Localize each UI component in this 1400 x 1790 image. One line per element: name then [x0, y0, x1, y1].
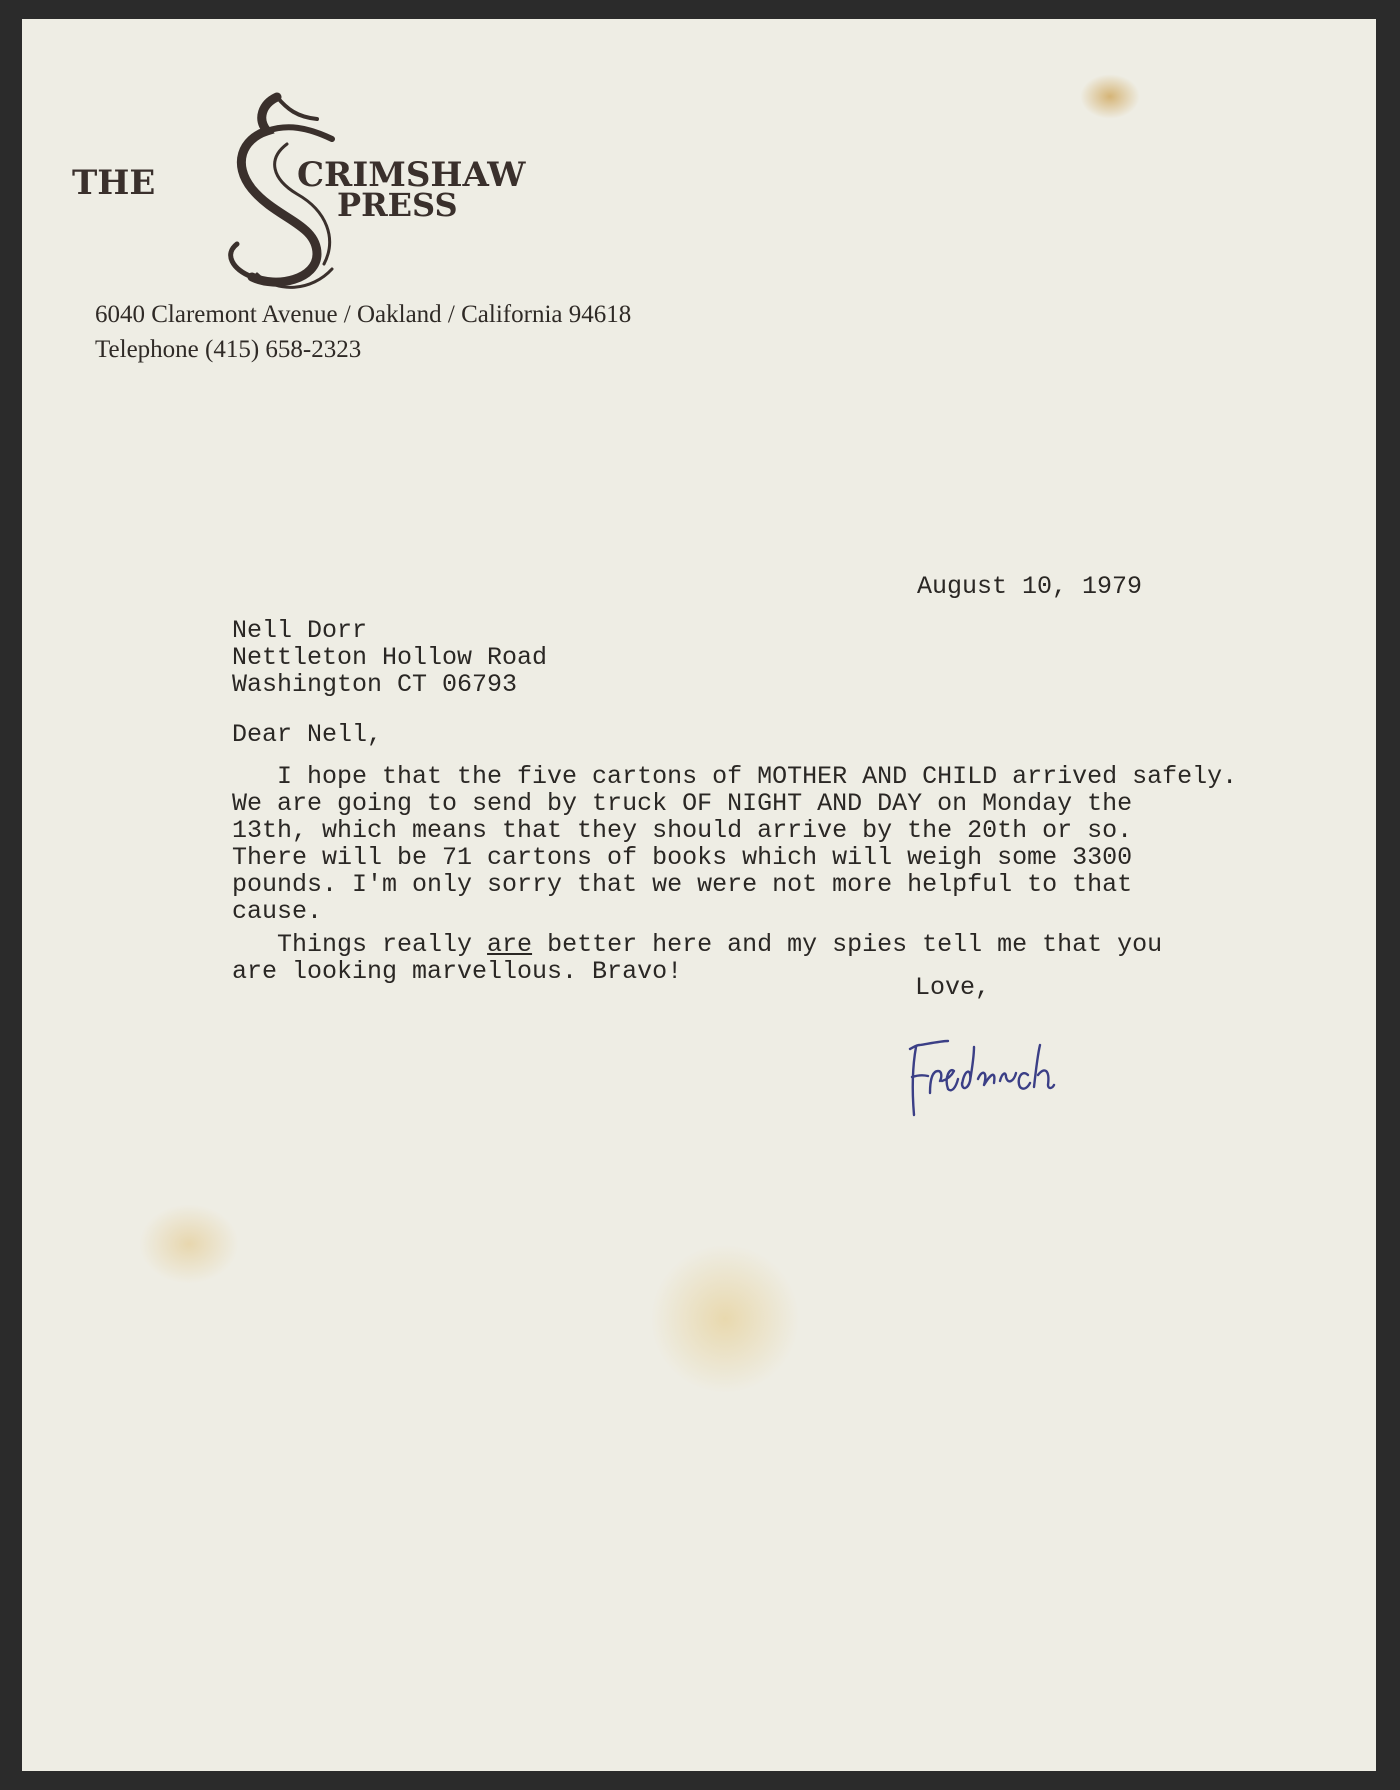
paragraph-line: We are going to send by truck OF NIGHT AND DAY on Monday the: [232, 789, 1133, 818]
letter-page: [22, 19, 1376, 1771]
paragraph-text: Things really: [232, 930, 488, 959]
letter-date: August 10, 1979: [917, 572, 1143, 601]
body-paragraph-2: [232, 931, 1162, 985]
recipient-name: Nell Dorr: [232, 616, 368, 645]
handwritten-signature: [882, 1019, 1082, 1129]
letterhead-address: [95, 297, 631, 367]
body-paragraph-1: [232, 763, 1237, 925]
paragraph-text: better here and my spies tell me that you: [532, 930, 1163, 959]
paragraph-line: are looking marvellous. Bravo!: [232, 957, 683, 986]
recipient-street: Nettleton Hollow Road: [232, 643, 548, 672]
telephone-line: Telephone (415) 658-2323: [95, 336, 362, 363]
recipient-city: Washington CT 06793: [232, 670, 518, 699]
paragraph-line: I hope that the five cartons of MOTHER AND CHILD arrived safely.: [232, 762, 1238, 791]
closing: Love,: [915, 973, 991, 1002]
logo-the: THE: [72, 163, 156, 203]
address-line: 6040 Claremont Avenue / Oakland / California 94618: [95, 301, 632, 328]
paper-stain: [1080, 74, 1140, 119]
salutation: Dear Nell,: [232, 720, 383, 749]
scrimshaw-press-logo: [62, 79, 662, 309]
paragraph-line: [232, 931, 1162, 958]
paragraph-line: cause.: [232, 897, 323, 926]
paper-stain: [650, 1244, 800, 1394]
logo-crimshaw: CRIMSHAW: [297, 155, 526, 195]
paper-stain: [139, 1204, 239, 1284]
logo-press: PRESS: [337, 186, 458, 224]
paragraph-line: There will be 71 cartons of books which will weigh some 3300: [232, 843, 1133, 872]
recipient-address: [232, 617, 547, 698]
paragraph-line: pounds. I'm only sorry that we were not more helpful to that: [232, 870, 1133, 899]
paragraph-line: 13th, which means that they should arrive by the 20th or so.: [232, 816, 1133, 845]
underlined-word: are: [487, 930, 533, 959]
